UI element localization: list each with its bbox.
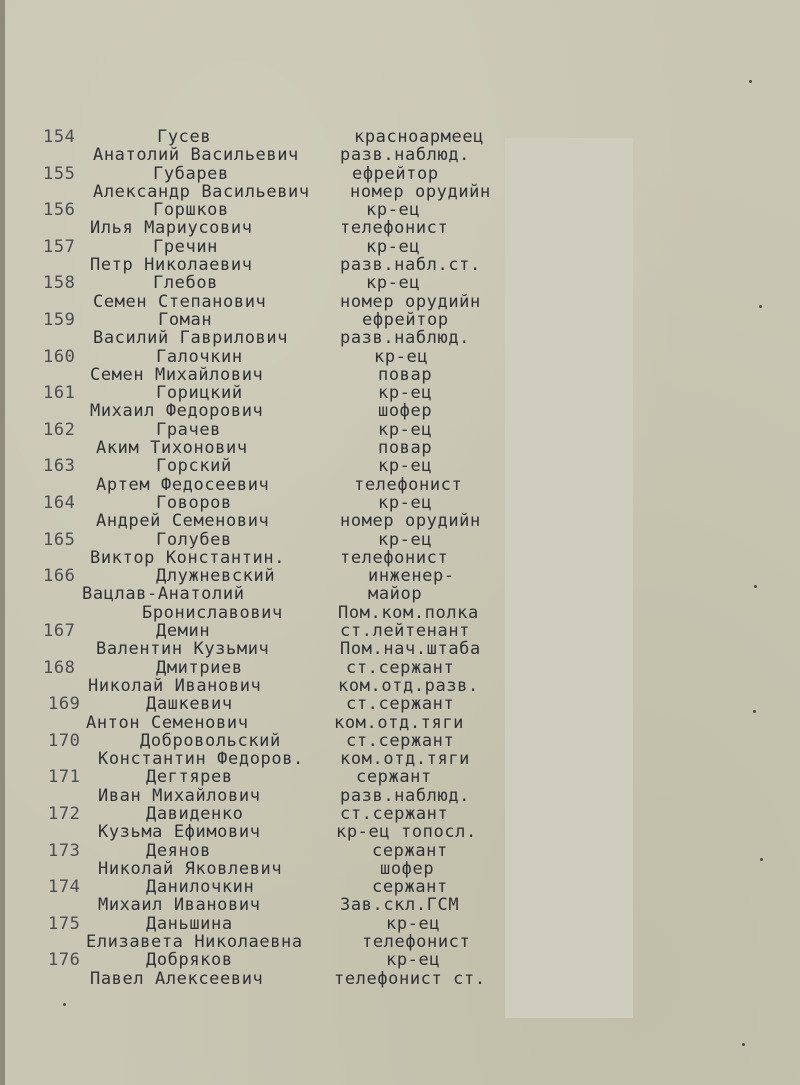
entry-given-name: Павел Алексеевич	[90, 968, 264, 989]
entry-role: телефонист ст.	[334, 968, 486, 989]
entry-rank: кр-ец	[378, 529, 433, 550]
entry-row	[0, 604, 800, 622]
entry-row	[0, 805, 800, 823]
entry-row	[0, 494, 800, 512]
entry-given-name: Аким Тихонович	[96, 438, 248, 459]
entry-number: 157	[43, 236, 76, 257]
entry-number: 171	[48, 767, 81, 788]
entry-number: 155	[43, 163, 76, 184]
entry-row	[0, 842, 800, 860]
entry-row	[0, 165, 800, 183]
entry-surname: Дегтярев	[146, 767, 233, 788]
entry-number: 163	[43, 456, 76, 477]
entry-given-name: Антон Семенович	[86, 712, 249, 733]
entry-role: Пом.ком.полка	[338, 602, 479, 623]
entry-number: 167	[43, 621, 76, 642]
entry-rank: кр-ец	[366, 200, 421, 221]
entry-surname: Добряков	[146, 950, 233, 971]
entry-rank: кр-ец	[374, 346, 429, 367]
entry-number: 173	[48, 840, 81, 861]
entry-row	[0, 714, 800, 732]
entry-role: разв.наблюд.	[340, 785, 471, 806]
entry-role: повар	[378, 364, 433, 385]
entry-row	[0, 768, 800, 786]
entry-rank: кр-ец	[378, 456, 433, 477]
entry-row	[0, 366, 800, 384]
entry-row	[0, 329, 800, 347]
entry-row	[0, 787, 800, 805]
entry-surname: Даньшина	[146, 913, 233, 934]
entry-rank: ст.сержант	[346, 657, 455, 678]
entry-surname: Галочкин	[156, 346, 243, 367]
entry-role: номер орудийн	[340, 291, 481, 312]
entry-rank: кр-ец	[386, 950, 441, 971]
entry-number: 159	[43, 309, 76, 330]
entry-given-name: Андрей Семенович	[96, 511, 270, 532]
paper-speck	[63, 1003, 66, 1006]
entry-row	[0, 183, 800, 201]
entry-given-name: Николай Яковлевич	[98, 858, 283, 879]
entry-rank: ефрейтор	[352, 163, 439, 184]
entry-rank: ст.сержант	[346, 730, 455, 751]
entry-number: 166	[43, 566, 76, 587]
entry-surname: Данилочкин	[146, 877, 255, 898]
entry-row	[0, 695, 800, 713]
entry-row	[0, 732, 800, 750]
entry-surname: Гусев	[157, 127, 212, 147]
entry-row	[0, 915, 800, 933]
entry-rank: кр-ец	[378, 492, 433, 513]
entry-role: Пом.нач.штаба	[340, 639, 481, 660]
entry-surname: Горшков	[153, 200, 229, 221]
entry-rank: кр-ец	[366, 273, 421, 294]
entry-role: телефонист	[340, 218, 449, 239]
entry-row	[0, 311, 800, 329]
entry-row	[0, 823, 800, 841]
entry-rank: ст.сержант	[346, 694, 455, 715]
entry-row	[0, 238, 800, 256]
entry-rank: ст.лейтенант	[340, 621, 471, 642]
entry-role: разв.набл.ст.	[340, 255, 481, 276]
entry-surname: Грачев	[156, 419, 222, 440]
paper-speck	[742, 1043, 745, 1046]
entry-rank: ефрейтор	[362, 309, 449, 330]
entry-number: 158	[43, 273, 76, 294]
entry-surname: Гречин	[153, 236, 219, 257]
entry-role: номер орудийн	[350, 181, 491, 202]
entry-role: Зав.скл.ГСМ	[340, 895, 460, 916]
entry-row	[0, 585, 800, 603]
entry-role: ком.отд.тяги	[340, 749, 471, 770]
entry-surname: Горицкий	[156, 383, 243, 404]
entry-given-name: Артем Федосеевич	[96, 474, 270, 495]
entry-surname: Горский	[156, 456, 232, 477]
entry-row	[0, 219, 800, 237]
entry-row	[0, 274, 800, 292]
entry-row	[0, 750, 800, 768]
entry-role: кр-ец топосл.	[336, 822, 477, 843]
entry-given-name: Валентин Кузьмич	[96, 639, 270, 660]
entry-rank: сержант	[372, 840, 448, 861]
entry-row	[0, 128, 800, 146]
entry-surname: Давиденко	[146, 803, 244, 824]
entry-surname: Голубев	[156, 529, 232, 550]
entry-row	[0, 878, 800, 896]
entry-given-name: Виктор Константин.	[90, 547, 286, 568]
entry-number: 176	[48, 950, 81, 971]
entry-patronymic: Брониславович	[142, 602, 283, 623]
entry-given-name: Николай Иванович	[88, 675, 262, 696]
entry-row	[0, 421, 800, 439]
entry-rank: сержант	[356, 767, 432, 788]
entry-given-name: Михаил Иванович	[98, 895, 261, 916]
entry-row	[0, 860, 800, 878]
entry-rank: кр-ец	[386, 913, 441, 934]
entry-role: повар	[378, 438, 433, 459]
entry-number: 162	[43, 419, 76, 440]
entry-given-name: Михаил Федорович	[90, 401, 264, 422]
entry-rank: кр-ец	[366, 236, 421, 257]
entry-given-name: Семен Степанович	[93, 291, 267, 312]
entry-row	[0, 256, 800, 274]
entry-surname: Добровольский	[140, 730, 281, 751]
entry-number: 168	[43, 657, 76, 678]
entry-row	[0, 659, 800, 677]
entry-row	[0, 348, 800, 366]
entry-row	[0, 293, 800, 311]
entry-row	[0, 970, 800, 988]
entry-row	[0, 896, 800, 914]
entry-role: разв.наблюд.	[340, 328, 471, 349]
entry-surname: Глебов	[153, 273, 219, 294]
entry-role: телефонист	[354, 474, 463, 495]
entry-row	[0, 567, 800, 585]
entry-number: 172	[48, 803, 81, 824]
entry-number: 169	[48, 694, 81, 715]
entry-given-name: Петр Николаевич	[90, 255, 253, 276]
entry-number: 175	[48, 913, 81, 934]
entry-rank: инженер-	[368, 566, 455, 587]
entry-given-name: Семен Михайлович	[90, 364, 264, 385]
entry-number: 165	[43, 529, 76, 550]
entry-surname: Губарев	[153, 163, 229, 184]
entry-rank: кр-ец	[378, 419, 433, 440]
entry-role: телефонист	[362, 932, 471, 953]
entry-row	[0, 933, 800, 951]
entry-surname: Дмитриев	[156, 657, 243, 678]
personnel-list	[0, 128, 800, 988]
entry-rank: ст.сержант	[340, 803, 449, 824]
entry-given-name: Александр Васильевич	[93, 181, 310, 202]
entry-given-name: Константин Федоров.	[98, 749, 304, 770]
entry-given-name: Илья Мариусович	[90, 218, 253, 239]
entry-number: 170	[48, 730, 81, 751]
entry-row	[0, 951, 800, 969]
entry-role: телефонист	[340, 547, 449, 568]
entry-given-name: Иван Михайлович	[98, 785, 261, 806]
entry-given-name: Анатолий Васильевич	[93, 145, 299, 166]
entry-surname: Гоман	[158, 309, 213, 330]
entry-row	[0, 457, 800, 475]
entry-surname: Демин	[156, 621, 211, 642]
entry-number: 160	[43, 346, 76, 367]
entry-row	[0, 512, 800, 530]
entry-role: номер орудийн	[340, 511, 481, 532]
entry-given-name: Елизавета Николаевна	[86, 932, 303, 953]
entry-row	[0, 677, 800, 695]
entry-number: 154	[43, 127, 76, 147]
entry-row	[0, 476, 800, 494]
entry-role: шофер	[380, 858, 435, 879]
entry-rank: сержант	[372, 877, 448, 898]
entry-role: ком.отд.разв.	[338, 675, 479, 696]
paper-speck	[749, 80, 752, 83]
entry-rank: кр-ец	[378, 383, 433, 404]
entry-number: 164	[43, 492, 76, 513]
entry-surname: Дашкевич	[146, 694, 233, 715]
entry-number: 174	[48, 877, 81, 898]
entry-surname: Деянов	[146, 840, 212, 861]
entry-role: ком.отд.тяги	[334, 712, 465, 733]
entry-row	[0, 146, 800, 164]
entry-surname: Говоров	[156, 492, 232, 513]
entry-row	[0, 402, 800, 420]
entry-role: шофер	[378, 401, 433, 422]
entry-given-name: Василий Гаврилович	[93, 328, 289, 349]
entry-surname: Длужневский	[156, 566, 276, 587]
entry-given-name: Вацлав-Анатолий	[82, 584, 245, 605]
entry-row	[0, 384, 800, 402]
entry-row	[0, 531, 800, 549]
entry-row	[0, 549, 800, 567]
entry-row	[0, 622, 800, 640]
entry-role: разв.наблюд.	[340, 145, 471, 166]
entry-row	[0, 439, 800, 457]
entry-given-name: Кузьма Ефимович	[98, 822, 261, 843]
entry-row	[0, 201, 800, 219]
entry-row	[0, 640, 800, 658]
entry-rank-continued: майор	[368, 584, 423, 605]
entry-number: 161	[43, 383, 76, 404]
entry-rank: красноармеец	[354, 127, 485, 147]
entry-number: 156	[43, 200, 76, 221]
